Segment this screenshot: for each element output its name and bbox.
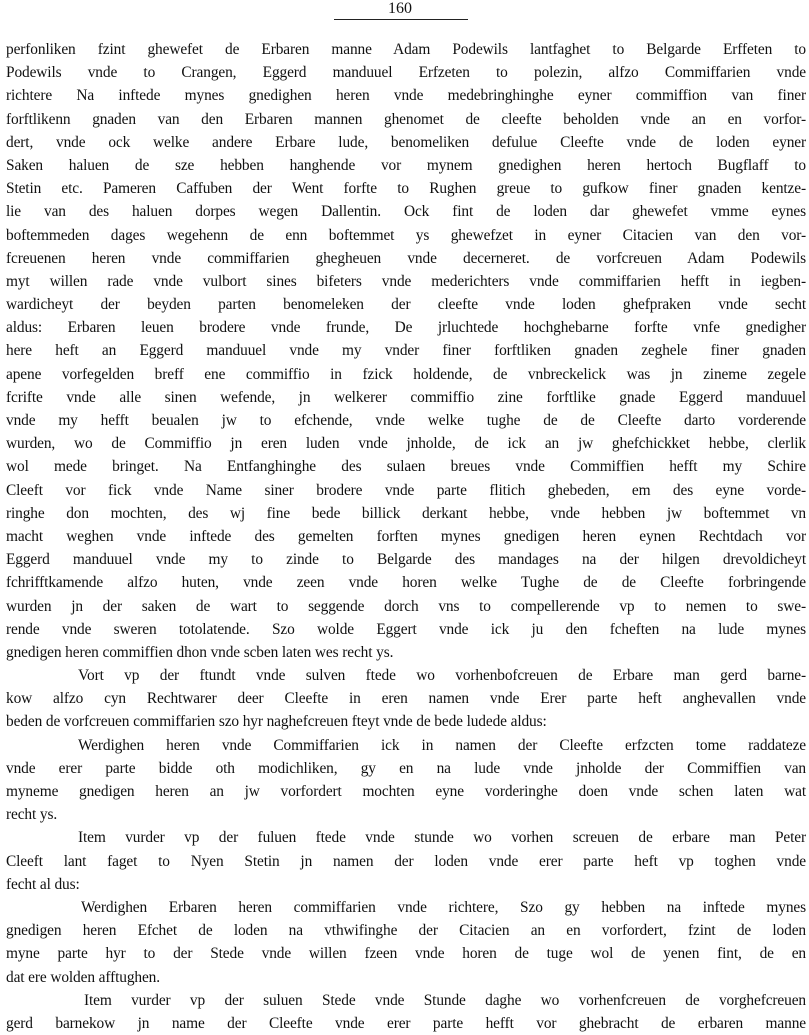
text-line: wol mede bringet. Na Entfanghinghe des sulaen breues vnde Commiffien hefft my Schire	[6, 458, 806, 476]
text-line: fchrifftkamende alfzo huten, vnde zeen vnde horen welke Tughe de de Cleefte forbringende	[6, 574, 806, 592]
text-line: kow alfzo cyn Rechtwarer deer Cleefte in eren namen vnde Erer parte heft anghevallen vnde	[6, 690, 806, 708]
text-line: Saken haluen de sze hebben hanghende vor mynem gnedighen heren hertoch Bugflaff to	[6, 156, 806, 174]
text-line: recht ys.	[6, 806, 58, 824]
text-line: forftlikenn gnaden van den Erbaren mannen ghenomet de cleefte beholden vnde an en vorfor-	[6, 110, 806, 128]
text-line: beden de vorfcreuen commiffarien szo hyr naghefcreuen fteyt vnde de bede ludede aldus:	[6, 713, 547, 731]
text-line: apene vorfegelden breff ene commiffio in fzick holdende, de vnbreckelick was jn zineme zegele	[6, 365, 806, 383]
text-line: Werdighen heren vnde Commiffarien ick in namen der Cleefte erfzcten tome raddateze	[78, 736, 806, 754]
text-line: lie van des haluen dorpes wegen Dallentin. Ock fint de loden dar ghewefet vmme eynes	[6, 203, 806, 221]
text-line: wurden, wo de Commiffio jn eren luden vnde jnholde, de ick an jw ghefchickket hebbe, clerlik	[6, 435, 806, 453]
text-line: Cleeft vor fick vnde Name siner brodere vnde parte flitich ghebeden, em des eyne vorde-	[6, 481, 806, 499]
text-line: Podewils vnde to Crangen, Eggerd manduuel Erfzeten to polezin, alfzo Commiffarien vnde	[6, 64, 806, 82]
text-line: rende vnde sweren totolatende. Szo wolde Eggert vnde ick ju den fcheften na lude mynes	[6, 620, 806, 638]
text-line: here heft an Eggerd manduuel vnde my vnder finer forftliken gnaden zeghele finer gnaden	[6, 342, 806, 360]
text-line: fcrifte vnde alle sinen wefende, jn welkerer commiffio zine forftlike gnade Eggerd manduuel	[6, 388, 806, 406]
text-line: wurden jn der saken de wart to seggende dorch vns to compellerende vp to nemen to swe-	[6, 597, 806, 615]
text-line: myneme gnedigen heren an jw vorfordert mochten eyne vorderinghe doen vnde schen laten wat	[6, 783, 806, 800]
text-line: fecht al dus:	[6, 875, 80, 893]
text-line: Vort vp der ftundt vnde sulven ftede wo vorhenbofcreuen de Erbare man gerd barne-	[78, 667, 806, 685]
text-line: Werdighen Erbaren heren commiffarien vnde richtere, Szo gy hebben na inftede mynes	[81, 898, 806, 916]
text-line: ringhe don mochten, des wj fine bede billick derkant hebbe, vnde hebben jw boftemmet vn	[6, 504, 806, 522]
text-line: aldus: Erbaren leuen brodere vnde frunde, De jrluchtede hochghebarne forfte vnfe gnedigher	[6, 319, 806, 337]
text-line: macht weghen vnde inftede des gemelten forften mynes gnedigen heren eynen Rechtdach vor	[6, 527, 806, 545]
text-line: dert, vnde ock welke andere Erbare lude, benomeliken defulue Cleefte vnde de loden eyner	[6, 133, 806, 151]
text-line: Eggerd manduuel vnde my to zinde to Belgarde des mandages na der hilgen drevoldicheyt	[6, 551, 806, 569]
text-line: gerd barnekow jn name der Cleefte vnde erer parte hefft vor ghebracht de erbaren manne	[6, 1014, 806, 1032]
text-line: myne parte hyr to der Stede vnde willen fzeen vnde horen de tuge wol de yenen fint, de en	[6, 945, 806, 963]
text-line: Cleeft lant faget to Nyen Stetin jn namen der loden vnde erer parte heft vp toghen vnde	[6, 852, 806, 870]
text-line: Item vurder vp der fuluen ftede vnde stunde wo vorhen screuen de erbare man Peter	[78, 829, 806, 847]
text-line: dat ere wolden afftughen.	[6, 968, 160, 986]
text-line: wardicheyt der beyden parten benomeleken der cleefte vnde loden ghefpraken vnde secht	[6, 296, 806, 314]
text-line: fcreuenen heren vnde commiffarien ghegheuen vnde decerneret. de vorfcreuen Adam Podewils	[6, 249, 806, 267]
text-line: Stetin etc. Pameren Caffuben der Went forfte to Rughen greue to gufkow finer gnaden kentze-	[6, 180, 806, 198]
text-line: vnde my hefft beualen jw to efchende, vnde welke tughe de de Cleefte darto vorderende	[6, 412, 806, 429]
page-number: 160	[388, 0, 412, 17]
text-line: myt willen rade vnde vulbort sines bifeters vnde mederichters vnde commiffarien hefft in iegben-	[6, 272, 806, 290]
text-line: Item vurder vp der suluen Stede vnde Stunde daghe wo vorhenfcreuen de vorghefcreuen	[84, 991, 806, 1009]
text-line: gnedigen heren Efchet de loden na vthwifinghe der Citacien an en vorfordert, fzint de loden	[6, 922, 806, 940]
page-number-rule	[334, 19, 468, 20]
body-text	[6, 38, 806, 1035]
text-line: vnde erer parte bidde oth modichliken, gy en na lude vnde jnholde der Commiffien van	[6, 759, 806, 777]
text-line: gnedigen heren commiffien dhon vnde scben laten wes recht ys.	[6, 643, 394, 661]
text-line: perfonliken fzint ghewefet de Erbaren manne Adam Podewils lantfaghet to Belgarde Erffeten to	[6, 41, 806, 58]
text-line: richtere Na inftede mynes gnedighen heren vnde medebringhinghe eyner commiffion van finer	[6, 87, 806, 105]
text-line: boftemmeden dages wegehenn de enn boftemmet ys ghewefzet in eyner Citacien van den vor-	[6, 226, 806, 244]
